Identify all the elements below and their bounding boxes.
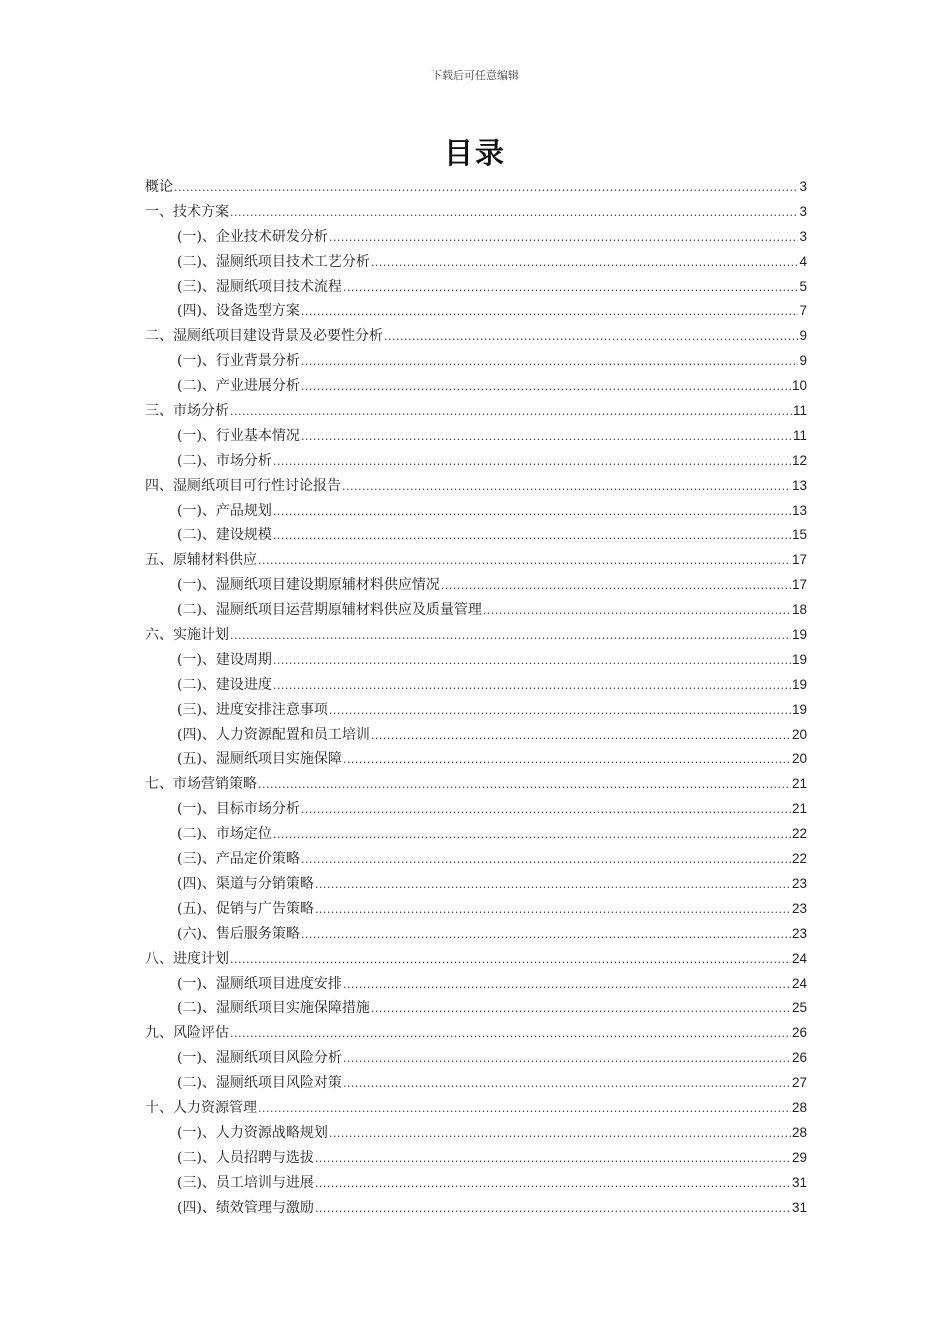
toc-dot-leader xyxy=(273,823,791,848)
toc-dot-leader xyxy=(371,724,791,749)
toc-dot-leader xyxy=(273,450,791,475)
toc-entry[interactable] xyxy=(145,1071,807,1096)
toc-entry-page-number: 15 xyxy=(791,527,807,543)
toc-entry[interactable] xyxy=(145,499,807,524)
toc-entry-page-number: 31 xyxy=(791,1199,807,1215)
toc-entry-page-number: 13 xyxy=(791,502,807,518)
toc-entry-label: 八、进度计划 xyxy=(145,950,229,967)
toc-dot-leader xyxy=(329,699,791,724)
toc-entry-label: (三)、湿厕纸项目技术流程 xyxy=(177,278,342,295)
toc-entry-label: (一)、人力资源战略规划 xyxy=(177,1124,328,1141)
toc-entry-label: (二)、建设规模 xyxy=(177,527,272,544)
toc-entry-page-number: 10 xyxy=(791,378,807,394)
toc-entry-label: (二)、人员招聘与选拔 xyxy=(177,1149,314,1166)
toc-entry[interactable] xyxy=(145,872,807,897)
toc-dot-leader xyxy=(342,475,791,500)
toc-entry-label: 二、湿厕纸项目建设背景及必要性分析 xyxy=(145,328,383,345)
toc-entry-page-number: 22 xyxy=(791,851,807,867)
toc-entry-label: 四、湿厕纸项目可行性讨论报告 xyxy=(145,477,341,494)
toc-dot-leader xyxy=(258,1097,791,1122)
toc-entry[interactable] xyxy=(145,598,807,623)
toc-entry-page-number: 20 xyxy=(791,751,807,767)
toc-dot-leader xyxy=(315,1147,791,1172)
toc-entry-label: (三)、员工培训与进展 xyxy=(177,1174,314,1191)
toc-entry[interactable] xyxy=(145,399,807,424)
toc-entry-page-number: 4 xyxy=(799,253,807,269)
toc-entry-label: (二)、湿厕纸项目运营期原辅材料供应及质量管理 xyxy=(177,602,482,619)
toc-dot-leader xyxy=(301,425,792,450)
toc-entry-label: (二)、湿厕纸项目风险对策 xyxy=(177,1075,342,1092)
toc-dot-leader xyxy=(273,524,791,549)
toc-entry-page-number: 18 xyxy=(791,602,807,618)
toc-entry-page-number: 3 xyxy=(799,203,807,219)
toc-dot-leader xyxy=(315,1197,791,1222)
toc-entry[interactable] xyxy=(145,972,807,997)
toc-dot-leader xyxy=(343,973,791,998)
toc-dot-leader xyxy=(384,325,798,350)
toc-dot-leader xyxy=(301,375,791,400)
toc-entry-label: (二)、建设进度 xyxy=(177,676,272,693)
toc-entry-page-number: 11 xyxy=(792,427,807,443)
toc-entry[interactable] xyxy=(145,548,807,573)
toc-entry-label: 十、人力资源管理 xyxy=(145,1099,257,1116)
toc-entry-label: 六、实施计划 xyxy=(145,627,229,644)
toc-entry-label: (四)、绩效管理与激励 xyxy=(177,1199,314,1216)
toc-dot-leader xyxy=(315,1172,791,1197)
toc-dot-leader xyxy=(301,300,799,325)
toc-entry-page-number: 17 xyxy=(791,577,807,593)
toc-entry-page-number: 19 xyxy=(791,701,807,717)
toc-entry[interactable] xyxy=(145,797,807,822)
toc-dot-leader xyxy=(343,1072,791,1097)
toc-entry-page-number: 7 xyxy=(799,303,807,319)
toc-entry-label: (一)、湿厕纸项目进度安排 xyxy=(177,975,342,992)
toc-dot-leader xyxy=(273,649,791,674)
toc-dot-leader xyxy=(315,873,791,898)
toc-entry-page-number: 3 xyxy=(799,228,807,244)
toc-entry-label: (二)、市场分析 xyxy=(177,452,272,469)
toc-entry[interactable] xyxy=(145,1171,807,1196)
toc-entry-label: (一)、行业基本情况 xyxy=(177,427,300,444)
toc-dot-leader xyxy=(329,1122,791,1147)
toc-entry-page-number: 21 xyxy=(791,776,807,792)
toc-entry[interactable] xyxy=(145,424,807,449)
toc-entry[interactable] xyxy=(145,299,807,324)
toc-entry-page-number: 22 xyxy=(791,826,807,842)
toc-entry-label: (一)、企业技术研发分析 xyxy=(177,228,328,245)
toc-entry[interactable] xyxy=(145,1196,807,1221)
toc-dot-leader xyxy=(483,599,791,624)
toc-entry-page-number: 28 xyxy=(791,1124,807,1140)
toc-dot-leader xyxy=(301,848,791,873)
toc-entry[interactable] xyxy=(145,225,807,250)
toc-entry-page-number: 26 xyxy=(791,1050,807,1066)
toc-dot-leader xyxy=(301,798,791,823)
toc-entry-label: 一、技术方案 xyxy=(145,203,229,220)
toc-entry[interactable] xyxy=(145,648,807,673)
toc-entry-page-number: 23 xyxy=(791,875,807,891)
toc-entry[interactable] xyxy=(145,573,807,598)
toc-entry[interactable] xyxy=(145,847,807,872)
toc-entry-label: (四)、渠道与分销策略 xyxy=(177,875,314,892)
toc-dot-leader xyxy=(230,948,791,973)
toc-entry-page-number: 9 xyxy=(799,328,807,344)
toc-entry-label: (四)、人力资源配置和员工培训 xyxy=(177,726,370,743)
toc-entry[interactable] xyxy=(145,474,807,499)
toc-entry-page-number: 23 xyxy=(791,925,807,941)
toc-entry-page-number: 19 xyxy=(791,676,807,692)
toc-entry-label: (二)、市场定位 xyxy=(177,826,272,843)
toc-entry-label: (一)、行业背景分析 xyxy=(177,353,300,370)
toc-entry[interactable] xyxy=(145,822,807,847)
toc-entry[interactable] xyxy=(145,623,807,648)
toc-dot-leader xyxy=(273,674,791,699)
toc-entry[interactable] xyxy=(145,324,807,349)
toc-entry[interactable] xyxy=(145,772,807,797)
toc-dot-leader xyxy=(343,1047,791,1072)
toc-dot-leader xyxy=(329,226,799,251)
toc-entry-page-number: 26 xyxy=(791,1025,807,1041)
toc-entry-label: (一)、湿厕纸项目风险分析 xyxy=(177,1050,342,1067)
toc-entry-label: 九、风险评估 xyxy=(145,1025,229,1042)
toc-dot-leader xyxy=(230,201,798,226)
toc-entry-label: 七、市场营销策略 xyxy=(145,776,257,793)
toc-dot-leader xyxy=(371,251,799,276)
toc-entry-label: (一)、目标市场分析 xyxy=(177,801,300,818)
toc-entry[interactable] xyxy=(145,449,807,474)
toc-entry-page-number: 28 xyxy=(791,1099,807,1115)
toc-entry-page-number: 25 xyxy=(791,1000,807,1016)
toc-entry[interactable] xyxy=(145,673,807,698)
toc-entry[interactable] xyxy=(145,947,807,972)
toc-entry-label: (二)、产业进展分析 xyxy=(177,378,300,395)
toc-entry-label: (三)、产品定价策略 xyxy=(177,851,300,868)
toc-entry-label: (五)、湿厕纸项目实施保障 xyxy=(177,751,342,768)
toc-entry-page-number: 17 xyxy=(791,552,807,568)
toc-dot-leader xyxy=(258,773,791,798)
toc-entry-label: (五)、促销与广告策略 xyxy=(177,900,314,917)
toc-entry-label: (二)、湿厕纸项目实施保障措施 xyxy=(177,1000,370,1017)
toc-entry-page-number: 19 xyxy=(791,627,807,643)
toc-entry-page-number: 19 xyxy=(791,651,807,667)
toc-entry-label: (二)、湿厕纸项目技术工艺分析 xyxy=(177,253,370,270)
toc-entry-page-number: 31 xyxy=(791,1174,807,1190)
toc-dot-leader xyxy=(441,574,791,599)
toc-entry-label: (四)、设备选型方案 xyxy=(177,303,300,320)
toc-entry-page-number: 27 xyxy=(791,1075,807,1091)
toc-entry-label: 三、市场分析 xyxy=(145,403,229,420)
toc-entry-page-number: 9 xyxy=(799,353,807,369)
toc-entry[interactable] xyxy=(145,1146,807,1171)
toc-entry-page-number: 24 xyxy=(791,950,807,966)
toc-dot-leader xyxy=(371,997,791,1022)
toc-entry-page-number: 13 xyxy=(791,477,807,493)
toc-entry[interactable] xyxy=(145,374,807,399)
toc-dot-leader xyxy=(343,276,799,301)
toc-dot-leader xyxy=(230,1022,791,1047)
toc-entry-page-number: 5 xyxy=(799,278,807,294)
toc-entry[interactable] xyxy=(145,897,807,922)
toc-entry[interactable] xyxy=(145,1046,807,1071)
toc-entry-page-number: 11 xyxy=(792,403,807,419)
toc-entry-label: 概论 xyxy=(145,179,173,195)
toc-entry-label: (一)、产品规划 xyxy=(177,502,272,519)
toc-dot-leader xyxy=(273,500,791,525)
page-header-note: 下载后可任意编辑 xyxy=(431,69,519,82)
toc-entry[interactable] xyxy=(145,175,807,200)
toc-entry-page-number: 12 xyxy=(791,452,807,468)
toc-dot-leader xyxy=(230,624,791,649)
toc-dot-leader xyxy=(174,176,798,201)
toc-entry-page-number: 3 xyxy=(799,179,807,194)
table-of-contents xyxy=(145,175,807,1220)
toc-dot-leader xyxy=(258,549,791,574)
toc-entry-label: (三)、进度安排注意事项 xyxy=(177,701,328,718)
toc-entry[interactable] xyxy=(145,523,807,548)
toc-entry-label: 五、原辅材料供应 xyxy=(145,552,257,569)
toc-entry-page-number: 29 xyxy=(791,1149,807,1165)
toc-entry-label: (一)、湿厕纸项目建设期原辅材料供应情况 xyxy=(177,577,440,594)
toc-entry[interactable] xyxy=(145,275,807,300)
toc-entry[interactable] xyxy=(145,922,807,947)
toc-entry[interactable] xyxy=(145,200,807,225)
toc-title: 目录 xyxy=(443,136,506,170)
toc-entry[interactable] xyxy=(145,698,807,723)
toc-entry[interactable] xyxy=(145,747,807,772)
toc-entry[interactable] xyxy=(145,1021,807,1046)
toc-entry[interactable] xyxy=(145,349,807,374)
toc-entry[interactable] xyxy=(145,250,807,275)
toc-dot-leader xyxy=(230,400,792,425)
toc-dot-leader xyxy=(343,748,791,773)
toc-entry[interactable] xyxy=(145,996,807,1021)
toc-entry-page-number: 20 xyxy=(791,726,807,742)
toc-entry-page-number: 21 xyxy=(791,801,807,817)
toc-entry[interactable] xyxy=(145,723,807,748)
toc-entry-page-number: 24 xyxy=(791,975,807,991)
toc-entry-label: (一)、建设周期 xyxy=(177,651,272,668)
toc-entry-page-number: 23 xyxy=(791,900,807,916)
toc-dot-leader xyxy=(301,923,791,948)
toc-dot-leader xyxy=(301,350,799,375)
toc-entry-label: (六)、售后服务策略 xyxy=(177,925,300,942)
toc-entry[interactable] xyxy=(145,1121,807,1146)
toc-entry[interactable] xyxy=(145,1096,807,1121)
toc-dot-leader xyxy=(315,898,791,923)
